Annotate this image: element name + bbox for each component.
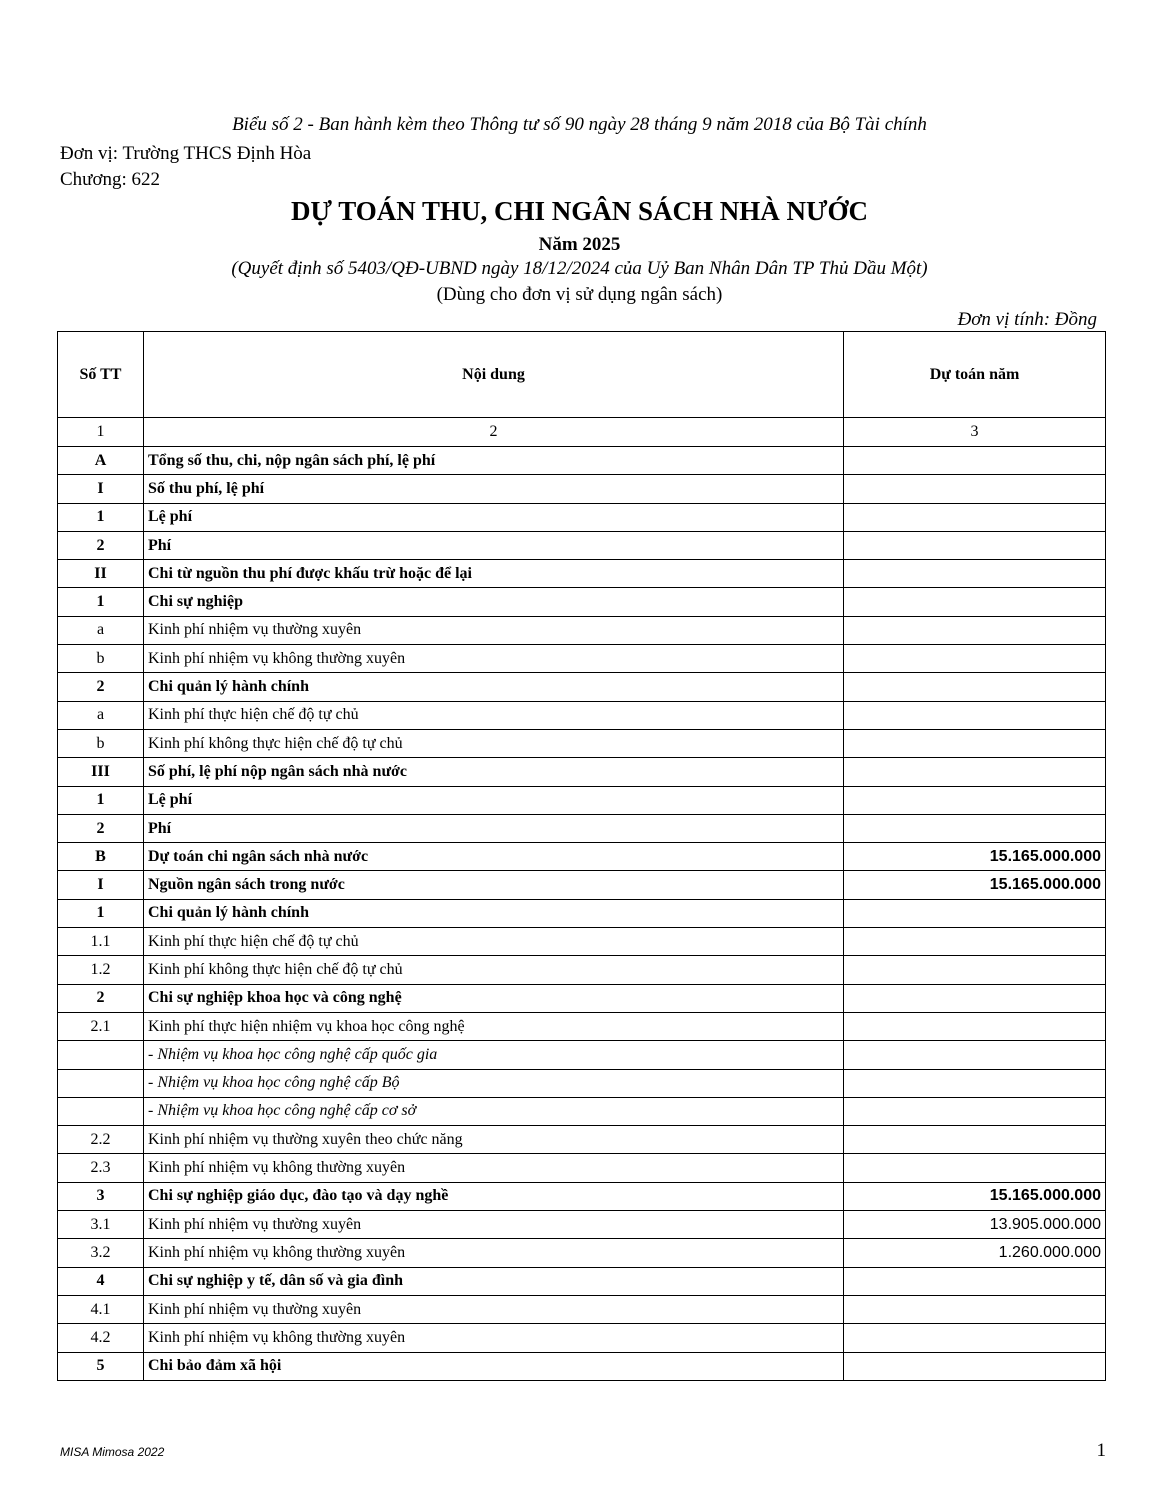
- row-amount: [844, 645, 1106, 673]
- row-content: Chi từ nguồn thu phí được khấu trừ hoặc để lại: [144, 560, 844, 588]
- row-amount: 1.260.000.000: [844, 1239, 1106, 1267]
- row-content: Chi sự nghiệp: [144, 588, 844, 616]
- table-row: [58, 701, 1106, 729]
- row-number: 3.2: [58, 1239, 144, 1267]
- row-number: 2: [58, 984, 144, 1012]
- row-number: 2: [58, 814, 144, 842]
- form-note: Biểu số 2 - Ban hành kèm theo Thông tư số 90 ngày 28 tháng 9 năm 2018 của Bộ Tài chính: [232, 114, 927, 135]
- column-header-content: Nội dung: [144, 332, 844, 418]
- table-row: [58, 1182, 1106, 1210]
- row-amount: [844, 729, 1106, 757]
- row-amount: [844, 447, 1106, 475]
- row-number: a: [58, 616, 144, 644]
- row-number: 1.1: [58, 928, 144, 956]
- budget-table: [57, 331, 1106, 1381]
- table-row: [58, 928, 1106, 956]
- row-amount: [844, 1097, 1106, 1125]
- table-row: [58, 560, 1106, 588]
- row-number: b: [58, 645, 144, 673]
- row-number: 1: [58, 503, 144, 531]
- row-content: - Nhiệm vụ khoa học công nghệ cấp Bộ: [144, 1069, 844, 1097]
- row-number: [58, 1069, 144, 1097]
- row-amount: [844, 786, 1106, 814]
- row-number: 3.1: [58, 1211, 144, 1239]
- row-amount: 15.165.000.000: [844, 871, 1106, 899]
- row-amount: [844, 984, 1106, 1012]
- row-content: Kinh phí nhiệm vụ không thường xuyên: [144, 1239, 844, 1267]
- row-amount: [844, 1324, 1106, 1352]
- table-row: [58, 1126, 1106, 1154]
- row-number: 4: [58, 1267, 144, 1295]
- row-number: 1.2: [58, 956, 144, 984]
- column-header-stt: Số TT: [58, 332, 144, 418]
- row-content: Tổng số thu, chi, nộp ngân sách phí, lệ phí: [144, 447, 844, 475]
- row-amount: [844, 899, 1106, 927]
- row-content: Kinh phí nhiệm vụ thường xuyên: [144, 616, 844, 644]
- chapter-code: Chương: 622: [60, 169, 161, 190]
- page-number: 1: [1096, 1440, 1106, 1461]
- table-row: [58, 758, 1106, 786]
- row-number: 5: [58, 1352, 144, 1380]
- column-index-stt: 1: [58, 418, 144, 447]
- column-index-content: 2: [144, 418, 844, 447]
- row-number: 2: [58, 673, 144, 701]
- row-amount: 13.905.000.000: [844, 1211, 1106, 1239]
- row-content: Kinh phí thực hiện chế độ tự chủ: [144, 928, 844, 956]
- row-content: Kinh phí nhiệm vụ thường xuyên: [144, 1295, 844, 1323]
- table-row: [58, 956, 1106, 984]
- row-content: Chi sự nghiệp y tế, dân số và gia đình: [144, 1267, 844, 1295]
- row-amount: [844, 1295, 1106, 1323]
- table-row: [58, 645, 1106, 673]
- table-row: [58, 1012, 1106, 1040]
- row-amount: [844, 616, 1106, 644]
- row-amount: [844, 673, 1106, 701]
- table-row: [58, 786, 1106, 814]
- row-number: b: [58, 729, 144, 757]
- row-content: Kinh phí thực hiện chế độ tự chủ: [144, 701, 844, 729]
- table-row: [58, 616, 1106, 644]
- row-amount: [844, 503, 1106, 531]
- row-content: Chi bảo đảm xã hội: [144, 1352, 844, 1380]
- row-number: 1: [58, 786, 144, 814]
- row-amount: 15.165.000.000: [844, 843, 1106, 871]
- table-row: [58, 871, 1106, 899]
- row-content: Kinh phí nhiệm vụ không thường xuyên: [144, 1324, 844, 1352]
- row-number: I: [58, 871, 144, 899]
- row-amount: [844, 1267, 1106, 1295]
- table-row: [58, 984, 1106, 1012]
- row-content: Chi quản lý hành chính: [144, 673, 844, 701]
- footer-software-name: MISA Mimosa 2022: [60, 1445, 165, 1459]
- row-number: a: [58, 701, 144, 729]
- row-number: A: [58, 447, 144, 475]
- row-amount: 15.165.000.000: [844, 1182, 1106, 1210]
- row-content: Số thu phí, lệ phí: [144, 475, 844, 503]
- row-number: 2.3: [58, 1154, 144, 1182]
- usage-note: (Dùng cho đơn vị sử dụng ngân sách): [436, 284, 723, 305]
- row-content: Phí: [144, 814, 844, 842]
- row-amount: [844, 701, 1106, 729]
- row-content: - Nhiệm vụ khoa học công nghệ cấp cơ sở: [144, 1097, 844, 1125]
- row-number: B: [58, 843, 144, 871]
- row-number: [58, 1041, 144, 1069]
- row-amount: [844, 956, 1106, 984]
- row-amount: [844, 1012, 1106, 1040]
- row-amount: [844, 1154, 1106, 1182]
- row-amount: [844, 1069, 1106, 1097]
- row-number: [58, 1097, 144, 1125]
- table-row: [58, 588, 1106, 616]
- row-content: Kinh phí không thực hiện chế độ tự chủ: [144, 956, 844, 984]
- row-content: Số phí, lệ phí nộp ngân sách nhà nước: [144, 758, 844, 786]
- row-content: Chi sự nghiệp khoa học và công nghệ: [144, 984, 844, 1012]
- row-amount: [844, 1126, 1106, 1154]
- row-amount: [844, 1041, 1106, 1069]
- table-row: [58, 673, 1106, 701]
- row-content: Kinh phí thực hiện nhiệm vụ khoa học công nghệ: [144, 1012, 844, 1040]
- table-row: [58, 1324, 1106, 1352]
- currency-unit: Đơn vị tính: Đồng: [957, 309, 1097, 330]
- row-content: - Nhiệm vụ khoa học công nghệ cấp quốc gia: [144, 1041, 844, 1069]
- table-row: [58, 1211, 1106, 1239]
- row-content: Kinh phí nhiệm vụ thường xuyên: [144, 1211, 844, 1239]
- table-row: [58, 1097, 1106, 1125]
- row-number: III: [58, 758, 144, 786]
- row-amount: [844, 928, 1106, 956]
- row-content: Phí: [144, 531, 844, 559]
- row-content: Lệ phí: [144, 786, 844, 814]
- table-row: [58, 729, 1106, 757]
- row-number: 1: [58, 899, 144, 927]
- table-row: [58, 1239, 1106, 1267]
- row-number: 3: [58, 1182, 144, 1210]
- document-year: Năm 2025: [538, 234, 621, 255]
- row-amount: [844, 560, 1106, 588]
- table-row: [58, 899, 1106, 927]
- row-number: 2.2: [58, 1126, 144, 1154]
- table-row: [58, 475, 1106, 503]
- table-row: [58, 503, 1106, 531]
- row-content: Kinh phí không thực hiện chế độ tự chủ: [144, 729, 844, 757]
- row-content: Nguồn ngân sách trong nước: [144, 871, 844, 899]
- table-row: [58, 1267, 1106, 1295]
- decision-reference: (Quyết định số 5403/QĐ-UBND ngày 18/12/2024 của Uỷ Ban Nhân Dân TP Thủ Dầu Một): [231, 258, 928, 279]
- row-content: Chi quản lý hành chính: [144, 899, 844, 927]
- row-content: Kinh phí nhiệm vụ không thường xuyên: [144, 1154, 844, 1182]
- row-number: 4.1: [58, 1295, 144, 1323]
- row-number: II: [58, 560, 144, 588]
- row-amount: [844, 531, 1106, 559]
- table-row: [58, 531, 1106, 559]
- row-number: 2: [58, 531, 144, 559]
- table-row: [58, 814, 1106, 842]
- row-amount: [844, 758, 1106, 786]
- row-content: Dự toán chi ngân sách nhà nước: [144, 843, 844, 871]
- column-index-row: [58, 418, 1106, 447]
- table-row: [58, 843, 1106, 871]
- table-row: [58, 1154, 1106, 1182]
- row-amount: [844, 475, 1106, 503]
- table-row: [58, 1041, 1106, 1069]
- column-index-amount: 3: [844, 418, 1106, 447]
- unit-name: Đơn vị: Trường THCS Định Hòa: [60, 143, 312, 164]
- row-number: I: [58, 475, 144, 503]
- column-header-amount: Dự toán năm: [844, 332, 1106, 418]
- table-row: [58, 447, 1106, 475]
- table-row: [58, 1069, 1106, 1097]
- table-row: [58, 1352, 1106, 1380]
- document-title: DỰ TOÁN THU, CHI NGÂN SÁCH NHÀ NƯỚC: [290, 196, 869, 226]
- row-number: 4.2: [58, 1324, 144, 1352]
- row-number: 1: [58, 588, 144, 616]
- row-content: Lệ phí: [144, 503, 844, 531]
- table-header-row: [58, 332, 1106, 418]
- row-content: Chi sự nghiệp giáo dục, đào tạo và dạy nghề: [144, 1182, 844, 1210]
- table-row: [58, 1295, 1106, 1323]
- row-number: 2.1: [58, 1012, 144, 1040]
- row-content: Kinh phí nhiệm vụ thường xuyên theo chức năng: [144, 1126, 844, 1154]
- row-amount: [844, 588, 1106, 616]
- row-amount: [844, 814, 1106, 842]
- row-amount: [844, 1352, 1106, 1380]
- row-content: Kinh phí nhiệm vụ không thường xuyên: [144, 645, 844, 673]
